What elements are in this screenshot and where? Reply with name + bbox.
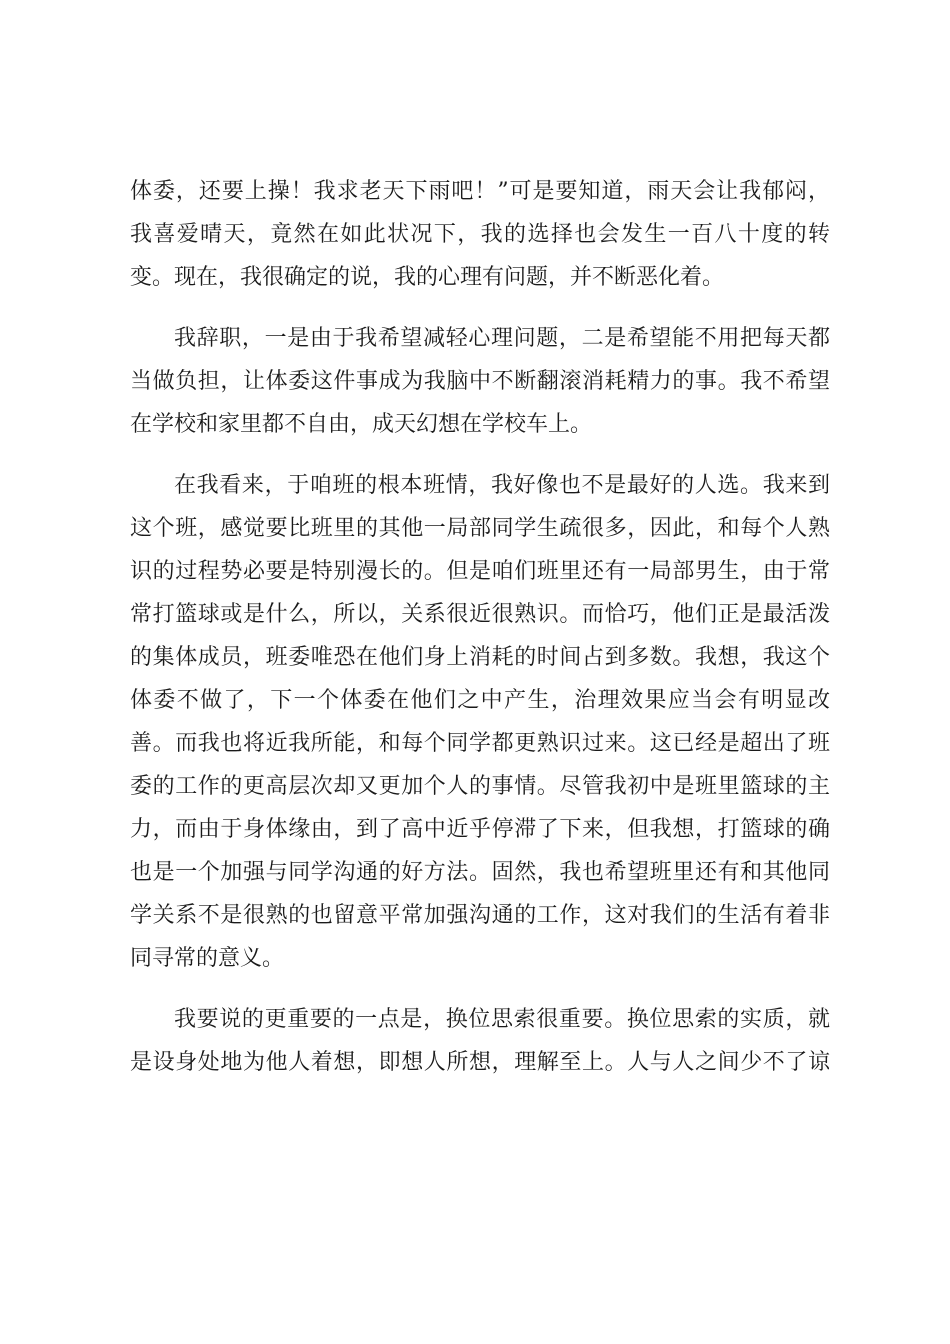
text-line: 同寻常的意义。	[130, 946, 285, 971]
text-line: 善。而我也将近我所能，和每个同学都更熟识过来。这已经是超出了班	[130, 731, 830, 756]
paragraph-1	[130, 170, 830, 299]
text-line: 我喜爱晴天，竟然在如此状况下，我的选择也会发生一百八十度的转	[130, 222, 830, 247]
text-line: 当做负担，让体委这件事成为我脑中不断翻滚消耗精力的事。我不希望	[130, 369, 830, 394]
text-line: 也是一个加强与同学沟通的好方法。固然，我也希望班里还有和其他同	[130, 860, 830, 885]
text-line: 是设身处地为他人着想，即想人所想，理解至上。人与人之间少不了谅	[130, 1050, 830, 1075]
text-line: 我要说的更重要的一点是，换位思索很重要。换位思索的实质，就	[174, 1007, 830, 1032]
text-line: 的集体成员，班委唯恐在他们身上消耗的时间占到多数。我想，我这个	[130, 645, 830, 670]
paragraph-spacer	[130, 980, 830, 998]
text-line: 这个班，感觉要比班里的其他一局部同学生疏很多，因此，和每个人熟	[130, 516, 830, 541]
document-body	[130, 170, 830, 1084]
text-line: 力，而由于身体缘由，到了高中近乎停滞了下来，但我想，打篮球的确	[130, 817, 830, 842]
paragraph-2	[130, 317, 830, 446]
text-line: 常打篮球或是什么，所以，关系很近很熟识。而恰巧，他们正是最活泼	[130, 602, 830, 627]
text-line: 体委，还要上操！我求老天下雨吧！”可是要知道，雨天会让我郁闷，	[130, 179, 830, 204]
text-line: 我辞职，一是由于我希望减轻心理问题，二是希望能不用把每天都	[174, 326, 830, 351]
paragraph-3	[130, 464, 830, 980]
paragraph-spacer	[130, 446, 830, 464]
text-line: 识的过程势必要是特别漫长的。但是咱们班里还有一局部男生，由于常	[130, 559, 830, 584]
text-line: 学关系不是很熟的也留意平常加强沟通的工作，这对我们的生活有着非	[130, 903, 830, 928]
text-line: 变。现在，我很确定的说，我的心理有问题，并不断恶化着。	[130, 265, 725, 290]
text-line: 在学校和家里都不自由，成天幻想在学校车上。	[130, 412, 593, 437]
text-line: 在我看来，于咱班的根本班情，我好像也不是最好的人选。我来到	[174, 473, 830, 498]
paragraph-spacer	[130, 299, 830, 317]
text-line: 体委不做了，下一个体委在他们之中产生，治理效果应当会有明显改	[130, 688, 830, 713]
text-line: 委的工作的更高层次却又更加个人的事情。尽管我初中是班里篮球的主	[130, 774, 830, 799]
paragraph-4	[130, 998, 830, 1084]
